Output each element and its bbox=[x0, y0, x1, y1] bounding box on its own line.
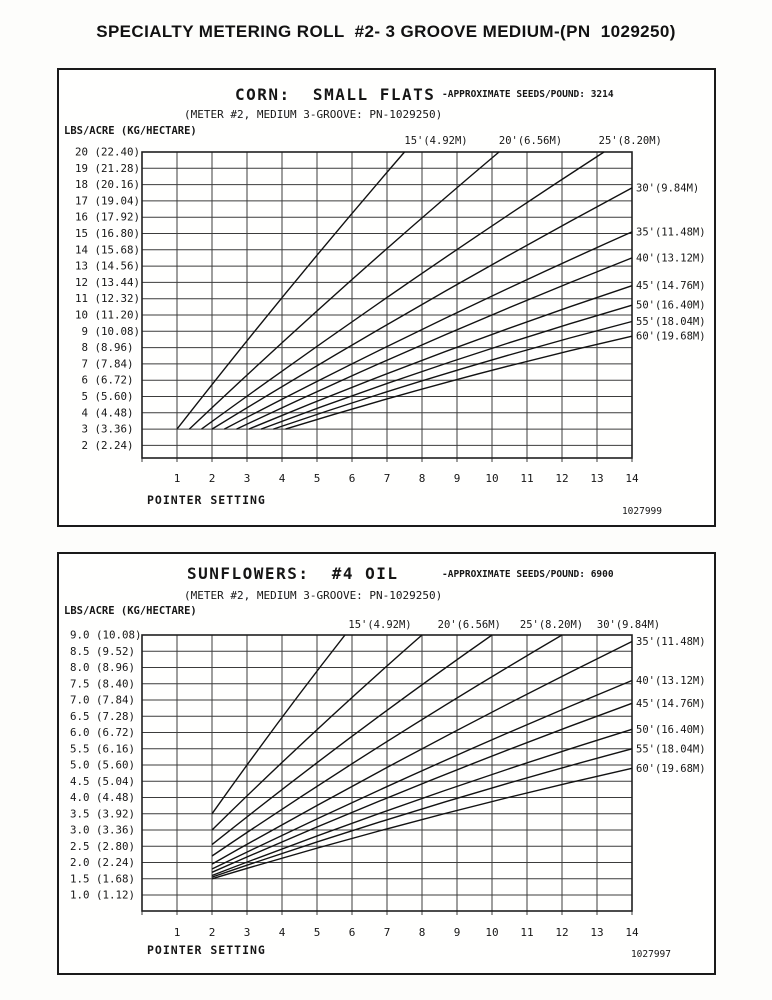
y-tick-label: 3 (3.36) bbox=[75, 422, 134, 436]
rate-line bbox=[237, 258, 633, 429]
row-width-label: 55'(18.04M) bbox=[636, 743, 706, 756]
x-tick-label: 14 bbox=[625, 472, 639, 485]
y-tick-label: 2 (2.24) bbox=[75, 438, 134, 452]
row-width-label: 40'(13.12M) bbox=[636, 675, 706, 687]
x-tick-label: 7 bbox=[383, 472, 391, 485]
row-width-label: 50'(16.40M) bbox=[636, 723, 706, 736]
y-tick-label: 18 (20.16) bbox=[75, 178, 141, 192]
y-tick-label: 7 (7.84) bbox=[75, 357, 134, 371]
x-tick-label: 11 bbox=[520, 472, 534, 485]
row-width-label: 60'(19.68M) bbox=[636, 330, 706, 343]
row-width-label: 15'(4.92M) bbox=[348, 619, 412, 631]
rate-line bbox=[224, 232, 632, 429]
rate-line bbox=[249, 286, 632, 429]
y-tick-label: 4.5 (5.04) bbox=[70, 774, 136, 788]
y-tick-label: 5.5 (6.16) bbox=[70, 742, 136, 756]
x-axis-label: POINTER SETTING bbox=[147, 943, 266, 957]
y-tick-label: 16 (17.92) bbox=[75, 210, 141, 224]
y-tick-label: 9 (10.08) bbox=[75, 324, 141, 338]
x-tick-label: 12 bbox=[555, 926, 569, 939]
x-tick-label: 10 bbox=[485, 472, 499, 485]
y-tick-label: 9.0 (10.08) bbox=[70, 628, 142, 642]
x-tick-label: 8 bbox=[418, 472, 426, 485]
rate-line bbox=[202, 152, 605, 429]
row-width-label: 55'(18.04M) bbox=[636, 316, 706, 329]
x-tick-label: 4 bbox=[278, 926, 286, 939]
row-width-label: 50'(16.40M) bbox=[636, 299, 706, 312]
row-width-label: 60'(19.68M) bbox=[636, 762, 706, 775]
y-tick-label: 2.5 (2.80) bbox=[70, 839, 136, 853]
row-width-label: 20'(6.56M) bbox=[437, 619, 501, 631]
x-tick-label: 9 bbox=[453, 472, 461, 485]
row-width-label: 20'(6.56M) bbox=[498, 135, 563, 147]
y-tick-label: 13 (14.56) bbox=[75, 259, 141, 273]
corn-chart-panel bbox=[57, 68, 716, 527]
y-tick-label: 19 (21.28) bbox=[75, 161, 141, 175]
row-width-label: 25'(8.20M) bbox=[519, 619, 584, 631]
x-tick-label: 9 bbox=[453, 926, 461, 939]
x-tick-label: 6 bbox=[348, 472, 356, 485]
y-tick-label: 12 (13.44) bbox=[75, 275, 141, 289]
y-tick-label: 7.5 (8.40) bbox=[70, 677, 136, 691]
x-tick-label: 4 bbox=[278, 472, 286, 485]
x-tick-label: 13 bbox=[590, 926, 604, 939]
y-tick-label: 2.0 (2.24) bbox=[70, 856, 136, 869]
x-tick-label: 5 bbox=[313, 472, 321, 485]
row-width-label: 30'(9.84M) bbox=[636, 182, 700, 195]
x-tick-label: 13 bbox=[590, 472, 604, 485]
rate-line bbox=[177, 152, 405, 429]
y-tick-label: 1.0 (1.12) bbox=[70, 888, 136, 902]
row-width-label: 30'(9.84M) bbox=[596, 619, 661, 631]
y-tick-label: 6.0 (6.72) bbox=[70, 726, 136, 739]
y-tick-label: 8.5 (9.52) bbox=[70, 644, 136, 658]
y-tick-label: 8.0 (8.96) bbox=[70, 661, 136, 674]
y-tick-label: 8 (8.96) bbox=[75, 341, 134, 355]
y-tick-label: 7.0 (7.84) bbox=[70, 693, 136, 707]
x-tick-label: 3 bbox=[243, 926, 251, 939]
x-tick-label: 11 bbox=[520, 926, 534, 939]
meter-note: (METER #2, MEDIUM 3-GROOVE: PN-1029250) bbox=[184, 108, 443, 121]
sunflowers-chart bbox=[59, 554, 714, 973]
x-tick-label: 6 bbox=[348, 926, 356, 939]
y-tick-label: 10 (11.20) bbox=[75, 308, 141, 322]
doc-number: 1027999 bbox=[621, 506, 662, 517]
y-tick-label: 5 (5.60) bbox=[75, 390, 134, 403]
y-axis-label: LBS/ACRE (KG/HECTARE) bbox=[64, 605, 197, 617]
y-tick-label: 3.5 (3.92) bbox=[70, 807, 136, 821]
row-width-label: 15'(4.92M) bbox=[404, 135, 468, 147]
y-tick-label: 3.0 (3.36) bbox=[70, 823, 136, 837]
x-tick-label: 7 bbox=[383, 926, 391, 939]
y-tick-label: 1.5 (1.68) bbox=[70, 872, 136, 886]
sunflowers-chart-panel bbox=[57, 552, 716, 975]
rate-line bbox=[212, 635, 345, 814]
row-width-label: 40'(13.12M) bbox=[636, 252, 706, 265]
row-width-label: 35'(11.48M) bbox=[636, 636, 706, 648]
y-tick-label: 4.0 (4.48) bbox=[70, 791, 136, 804]
row-width-label: 45'(14.76M) bbox=[636, 697, 706, 710]
x-tick-label: 5 bbox=[313, 926, 321, 939]
y-axis-label: LBS/ACRE (KG/HECTARE) bbox=[64, 125, 197, 137]
x-tick-label: 1 bbox=[173, 472, 181, 485]
x-tick-label: 10 bbox=[485, 926, 499, 939]
chart-title: CORN: SMALL FLATS bbox=[235, 85, 436, 104]
y-tick-label: 11 (12.32) bbox=[75, 292, 141, 306]
y-tick-label: 20 (22.40) bbox=[75, 145, 141, 159]
x-tick-label: 1 bbox=[173, 926, 181, 939]
row-width-label: 25'(8.20M) bbox=[598, 135, 662, 147]
x-tick-label: 2 bbox=[208, 926, 216, 939]
chart-title: SUNFLOWERS: #4 OIL bbox=[187, 564, 399, 583]
x-tick-label: 8 bbox=[418, 926, 426, 939]
doc-number: 1027997 bbox=[630, 949, 671, 960]
x-tick-label: 14 bbox=[625, 926, 639, 939]
page-title: SPECIALTY METERING ROLL #2- 3 GROOVE MEDIUM-(PN 1029250) bbox=[96, 22, 676, 41]
y-tick-label: 6.5 (7.28) bbox=[70, 709, 136, 723]
corn-chart bbox=[59, 70, 714, 525]
y-tick-label: 15 (16.80) bbox=[75, 227, 141, 240]
y-tick-label: 14 (15.68) bbox=[75, 243, 141, 257]
meter-note: (METER #2, MEDIUM 3-GROOVE: PN-1029250) bbox=[184, 589, 443, 602]
x-tick-label: 12 bbox=[555, 472, 569, 485]
row-width-label: 35'(11.48M) bbox=[636, 226, 706, 239]
y-tick-label: 17 (19.04) bbox=[75, 194, 141, 208]
rate-line bbox=[189, 152, 499, 429]
y-tick-label: 4 (4.48) bbox=[75, 406, 134, 420]
seeds-per-pound-note: -APPROXIMATE SEEDS/POUND: 6900 bbox=[442, 569, 614, 580]
row-width-label: 45'(14.76M) bbox=[636, 280, 706, 293]
y-tick-label: 5.0 (5.60) bbox=[70, 758, 136, 772]
x-tick-label: 2 bbox=[208, 472, 216, 485]
seeds-per-pound-note: -APPROXIMATE SEEDS/POUND: 3214 bbox=[442, 89, 614, 100]
y-tick-label: 6 (6.72) bbox=[75, 373, 134, 387]
x-axis-label: POINTER SETTING bbox=[147, 493, 266, 507]
x-tick-label: 3 bbox=[243, 472, 251, 485]
